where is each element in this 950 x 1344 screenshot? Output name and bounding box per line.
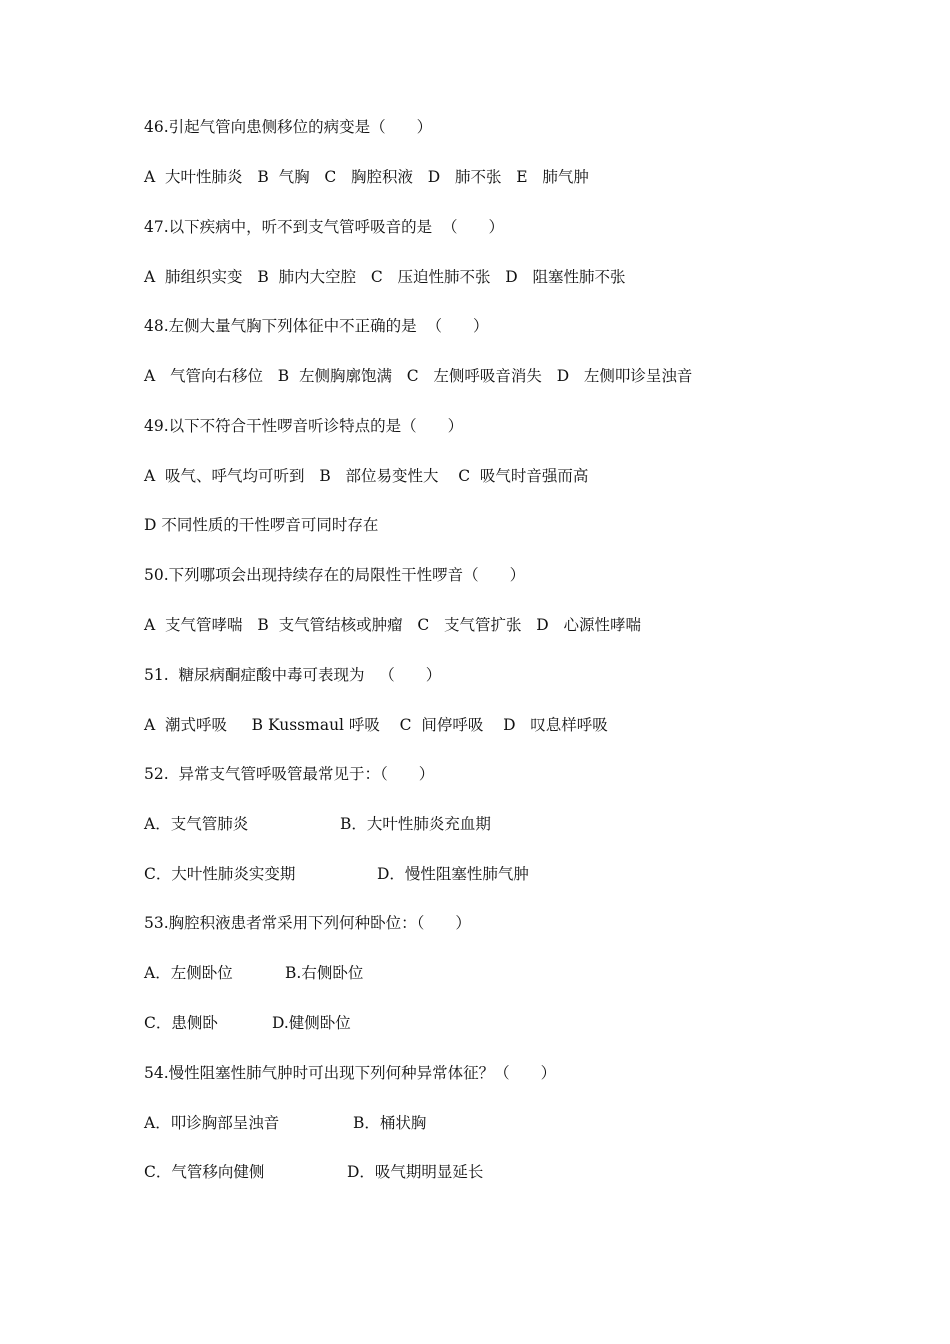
question-46-stem: 46.引起气管向患侧移位的病变是（ ） (144, 118, 433, 136)
question-52-stem: 52. 异常支气管呼吸管最常见于：（ ） (144, 765, 435, 783)
question-50-options: A 支气管哮喘 B 支气管结核或肿瘤 C 支气管扩张 D 心源性哮喘 (144, 616, 641, 634)
question-49-options-line2: D 不同性质的干性啰音可同时存在 (144, 516, 379, 534)
question-53-option-d: D.健侧卧位 (272, 1014, 351, 1032)
question-52-option-a: A．支气管肺炎 (144, 815, 249, 833)
question-54-option-a: A．叩诊胸部呈浊音 (144, 1114, 280, 1132)
question-49-stem: 49.以下不符合干性啰音听诊特点的是（ ） (144, 417, 464, 435)
question-46-options: A 大叶性肺炎 B 气胸 C 胸腔积液 D 肺不张 E 肺气肿 (144, 168, 589, 186)
question-54-stem: 54.慢性阻塞性肺气肿时可出现下列何种异常体征？（ ） (144, 1064, 557, 1082)
question-50-stem: 50.下列哪项会出现持续存在的局限性干性啰音（ ） (144, 566, 526, 584)
question-51-stem: 51. 糖尿病酮症酸中毒可表现为 （ ） (144, 666, 442, 684)
question-48-stem: 48.左侧大量气胸下列体征中不正确的是 （ ） (144, 317, 489, 335)
question-52-option-b: B．大叶性肺炎充血期 (340, 815, 491, 833)
question-53-option-b: B.右侧卧位 (285, 964, 364, 982)
question-49-options-line1: A 吸气、呼气均可听到 B 部位易变性大 C 吸气时音强而高 (144, 467, 589, 485)
question-52-option-d: D．慢性阻塞性肺气肿 (377, 865, 529, 883)
question-52-option-c: C．大叶性肺炎实变期 (144, 865, 296, 883)
question-47-stem: 47.以下疾病中，听不到支气管呼吸音的是 （ ） (144, 218, 505, 236)
question-47-options: A 肺组织实变 B 肺内大空腔 C 压迫性肺不张 D 阻塞性肺不张 (144, 268, 626, 286)
question-48-options: A 气管向右移位 B 左侧胸廓饱满 C 左侧呼吸音消失 D 左侧叩诊呈浊音 (144, 367, 693, 385)
question-54-option-b: B．桶状胸 (353, 1114, 427, 1132)
question-53-stem: 53.胸腔积液患者常采用下列何种卧位：（ ） (144, 914, 471, 932)
question-54-option-c: C．气管移向健侧 (144, 1163, 265, 1181)
question-51-options: A 潮式呼吸 B Kussmaul 呼吸 C 间停呼吸 D 叹息样呼吸 (144, 716, 608, 734)
question-54-option-d: D．吸气期明显延长 (347, 1163, 484, 1181)
question-53-option-c: C．患侧卧 (144, 1014, 218, 1032)
question-53-option-a: A．左侧卧位 (144, 964, 233, 982)
